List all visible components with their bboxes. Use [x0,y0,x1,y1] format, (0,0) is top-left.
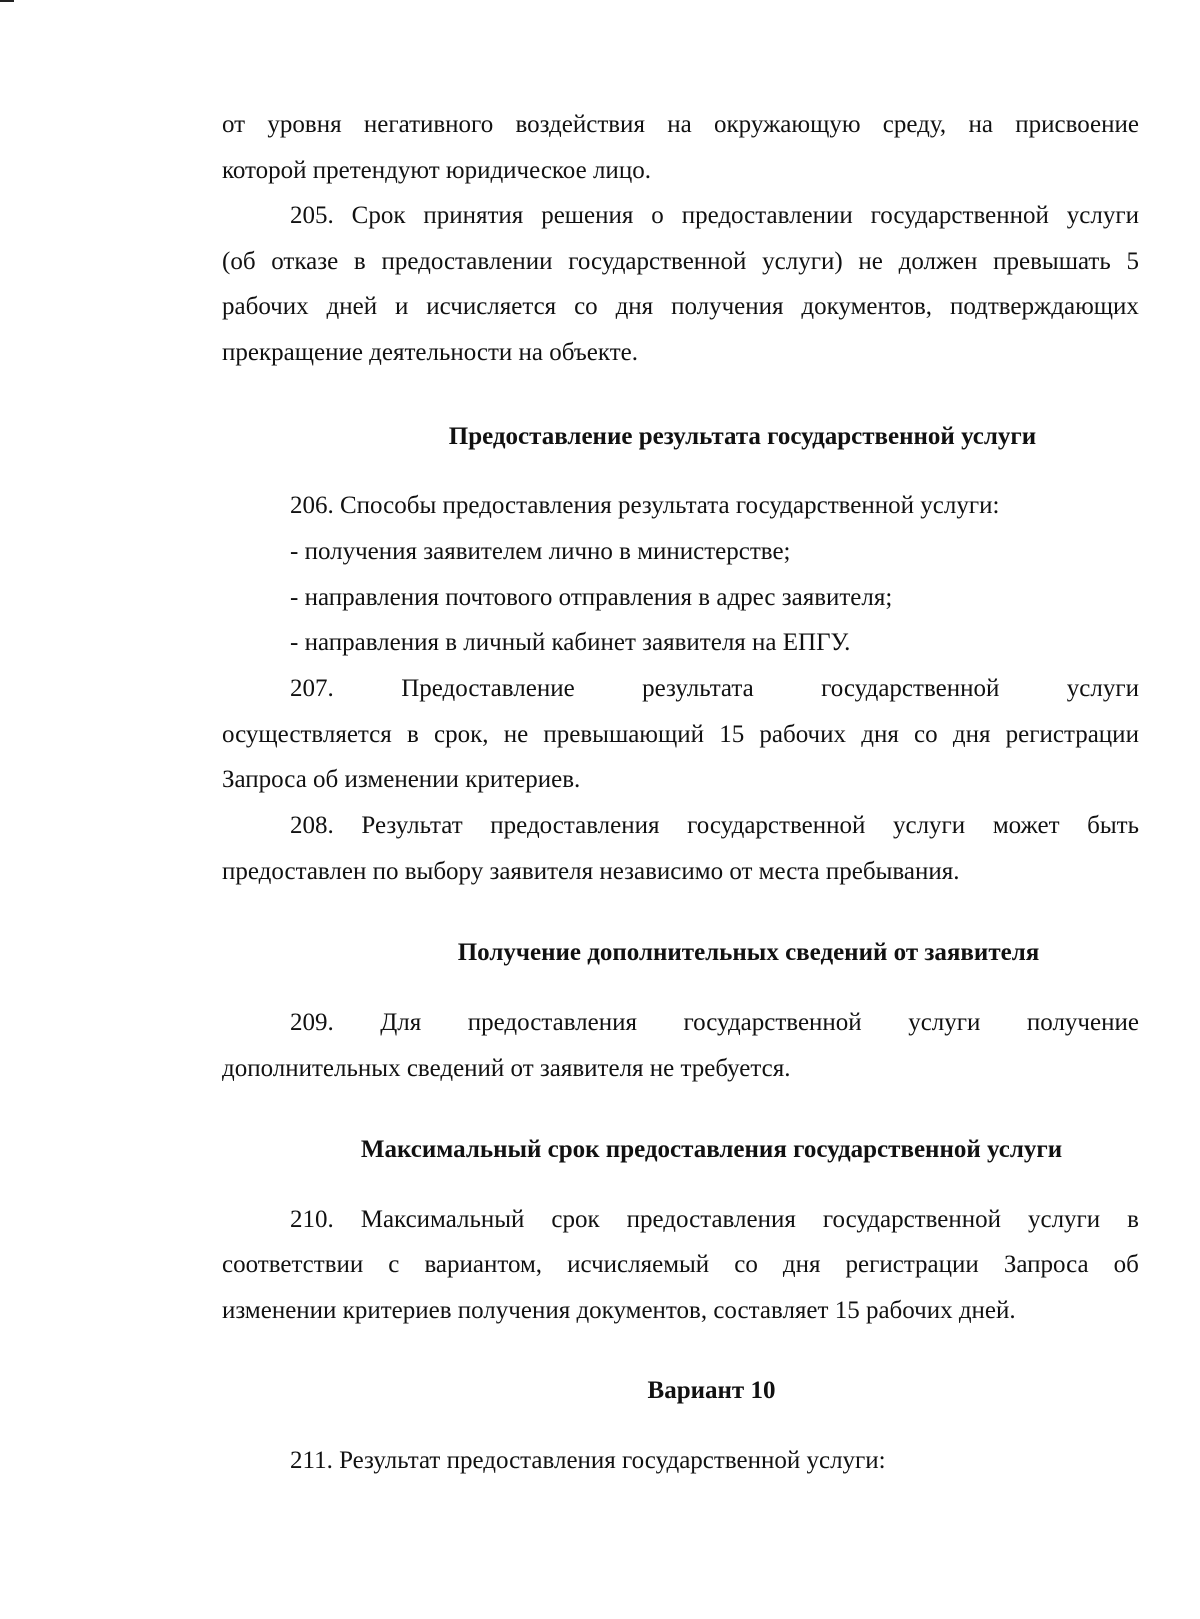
word: принятия [423,202,524,229]
word: 208. [290,812,334,839]
word: документов, [801,293,933,320]
word: дней [326,293,378,320]
list-item-mail: - направления почтового отправления в адрес заявителя; [290,584,893,611]
word: дня [782,1251,821,1278]
word: может [992,812,1060,839]
word: дня [615,293,654,320]
word: соответствии [222,1251,364,1278]
paragraph-207-line-3: Запроса об изменении критериев. [222,766,581,793]
list-item-personal: - получения заявителем лично в министерстве; [290,538,791,565]
word: рабочих [759,721,847,748]
word: исчисляемый [567,1251,710,1278]
word: 205. [290,202,334,229]
word: получения [671,293,784,320]
word: дня [861,721,899,748]
word: регистрации [845,1251,979,1278]
paragraph-205-line-1 [290,201,1139,231]
word: срок [551,1206,600,1233]
scan-corner-mark [0,0,14,2]
paragraph-205-line-2 [222,247,1139,277]
paragraph-209-line-2: дополнительных сведений от заявителя не требуется. [222,1055,791,1082]
paragraph-line-2: которой претендуют юридическое лицо. [222,157,651,184]
word: государственной [683,1009,862,1036]
word: на [667,111,692,138]
word: Результат [361,812,463,839]
word: Предоставление [401,675,575,702]
paragraph-206-line-1: 206. Способы предоставления результата государственной услуги: [290,492,1000,519]
paragraph-205-line-3 [222,292,1139,322]
word: государственной [822,1206,1002,1233]
section-heading-max-term: Максимальный срок предоставления государственной услуги [360,1136,1063,1163]
word: услуги) [762,248,843,275]
word: и [394,293,409,320]
word: 209. [290,1009,334,1036]
word: услуги [1066,202,1139,229]
word: Запроса [1003,1251,1089,1278]
word: услуги [1027,1206,1101,1233]
word: 210. [290,1206,334,1233]
word: услуги [1066,675,1139,702]
word: со [914,721,938,748]
paragraph-207-line-2 [222,720,1139,750]
word: быть [1087,812,1139,839]
paragraph-209-line-1 [290,1008,1139,1038]
word: предоставлении [681,202,853,229]
word: услуги [908,1009,981,1036]
word: государственной [870,202,1049,229]
paragraph-210-line-3: изменении критериев получения документов, составляет 15 рабочих дней. [222,1297,1016,1324]
word: исчисляется [426,293,557,320]
word: со [574,293,598,320]
paragraph-207-line-1 [290,674,1139,704]
paragraph-205-line-4: прекращение деятельности на объекте. [222,339,638,366]
word: 207. [290,675,334,702]
paragraph-210-line-2 [222,1250,1139,1280]
word: от [222,111,246,138]
word: предоставления [626,1206,796,1233]
word: со [734,1251,758,1278]
paragraph-210-line-1 [290,1205,1139,1235]
word: об [1113,1251,1139,1278]
word: 5 [1126,248,1139,275]
word: не [503,721,529,748]
word: превышать [993,248,1111,275]
section-heading-variant-10: Вариант 10 [647,1377,776,1404]
word: дня [952,721,991,748]
word: воздействия [515,111,645,138]
word: услуги [892,812,966,839]
word: с [388,1251,400,1278]
word: уровня [267,111,342,138]
word: подтверждающих [949,293,1139,320]
word: отказе [271,248,339,275]
paragraph-208-line-2: предоставлен по выбору заявителя независимо от места пребывания. [222,858,960,885]
word: не [858,248,883,275]
list-item-epgu: - направления в личный кабинет заявителя на ЕПГУ. [290,629,851,656]
word: результата [642,675,754,702]
word: Максимальный [360,1206,525,1233]
word: негативного [363,111,494,138]
word: рабочих [222,293,309,320]
word: вариантом, [424,1251,543,1278]
word: Для [380,1009,422,1036]
section-heading-result: Предоставление результата государственной услуги [448,423,1037,450]
word: регистрации [1005,721,1139,748]
word: государственной [687,812,866,839]
word: Срок [351,202,406,229]
paragraph-211-line-1: 211. Результат предоставления государственной услуги: [290,1447,886,1474]
word: предоставления [490,812,660,839]
section-heading-additional-info: Получение дополнительных сведений от заявителя [457,939,1040,966]
word: предоставлении [381,248,553,275]
word: должен [898,248,978,275]
word: в [406,721,419,748]
word: о [651,202,664,229]
word: 15 [719,721,745,748]
word: присвоение [1015,111,1139,138]
word: в [1127,1206,1139,1233]
word: предоставления [467,1009,637,1036]
word: превышающий [543,721,704,748]
word: получение [1026,1009,1139,1036]
word: на [968,111,993,138]
word: срок, [433,721,489,748]
word: (об [222,248,256,275]
paragraph-208-line-1 [290,811,1139,841]
word: осуществляется [222,721,392,748]
word: в [353,248,366,275]
paragraph-line-1 [222,110,1139,140]
word: государственной [568,248,747,275]
word: решения [541,202,634,229]
word: окружающую [714,111,861,138]
word: государственной [821,675,1000,702]
word: среду, [882,111,947,138]
